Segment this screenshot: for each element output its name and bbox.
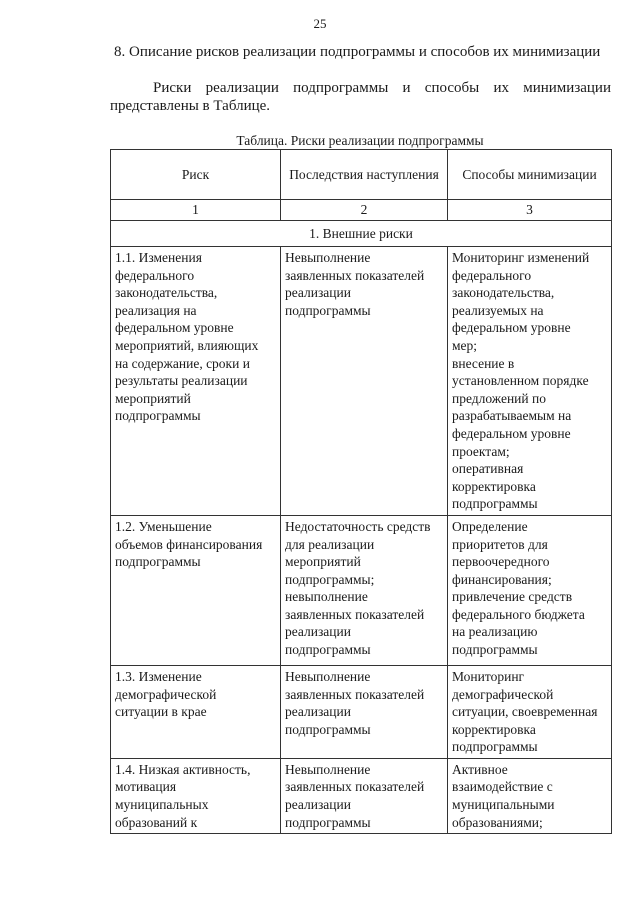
mitigation-cell: Мониторинг демографической ситуации, своевременная корректировка подпрограммы xyxy=(448,665,612,758)
consequence-cell: Недостаточность средств для реализации мероприятий подпрограммы; невыполнение заявленных показателей реализации подпрограммы xyxy=(281,515,448,665)
risk-cell: 1.1. Изменения федерального законодательства, реализация на федеральном уровне мероприятий, влияющих на содержание, сроки и результаты реализации мероприятий подпрограммы xyxy=(111,247,281,516)
mitigation-cell: Мониторинг изменений федерального законодательства, реализуемых на федеральном уровне мер; внесение в установленном порядке предложений по разрабатываемым на федеральном уровне проектам; оперативная корректировка подпрограммы xyxy=(448,247,612,516)
risk-cell: 1.3. Изменение демографической ситуации в крае xyxy=(111,665,281,758)
section-heading: 8. Описание рисков реализации подпрограммы и способов их минимизации xyxy=(114,44,601,60)
risk-cell: 1.4. Низкая активность, мотивация муниципальных образований к xyxy=(111,758,281,833)
header-consequence: Последствия наступления xyxy=(281,150,448,200)
consequence-cell: Невыполнение заявленных показателей реализации подпрограммы xyxy=(281,758,448,833)
consequence-cell: Невыполнение заявленных показателей реализации подпрограммы xyxy=(281,665,448,758)
risk-cell: 1.2. Уменьшение объемов финансирования подпрограммы xyxy=(111,515,281,665)
page-number: 25 xyxy=(313,16,327,31)
header-mitigation: Способы минимизации xyxy=(448,150,612,200)
mitigation-cell: Активное взаимодействие с муниципальными образованиями; xyxy=(448,758,612,833)
header-risk: Риск xyxy=(111,150,281,200)
column-number: 3 xyxy=(448,200,612,221)
group-title: 1. Внешние риски xyxy=(111,221,612,247)
group-row-external-risks xyxy=(111,221,612,247)
column-number: 1 xyxy=(111,200,281,221)
table-header-row xyxy=(111,150,612,200)
mitigation-cell: Определение приоритетов для первоочередного финансирования; привлечение средств федерального бюджета на реализацию подпрограммы xyxy=(448,515,612,665)
table-caption: Таблица. Риски реализации подпрограммы xyxy=(236,133,484,148)
table-row xyxy=(111,665,612,758)
table-row xyxy=(111,758,612,833)
table-row xyxy=(111,515,612,665)
intro-paragraph: Риски реализации подпрограммы и способы их минимизации представлены в Таблице. xyxy=(110,80,611,114)
consequence-cell: Невыполнение заявленных показателей реализации подпрограммы xyxy=(281,247,448,516)
table-row xyxy=(111,247,612,516)
risk-table xyxy=(110,149,612,834)
column-number: 2 xyxy=(281,200,448,221)
column-number-row xyxy=(111,200,612,221)
